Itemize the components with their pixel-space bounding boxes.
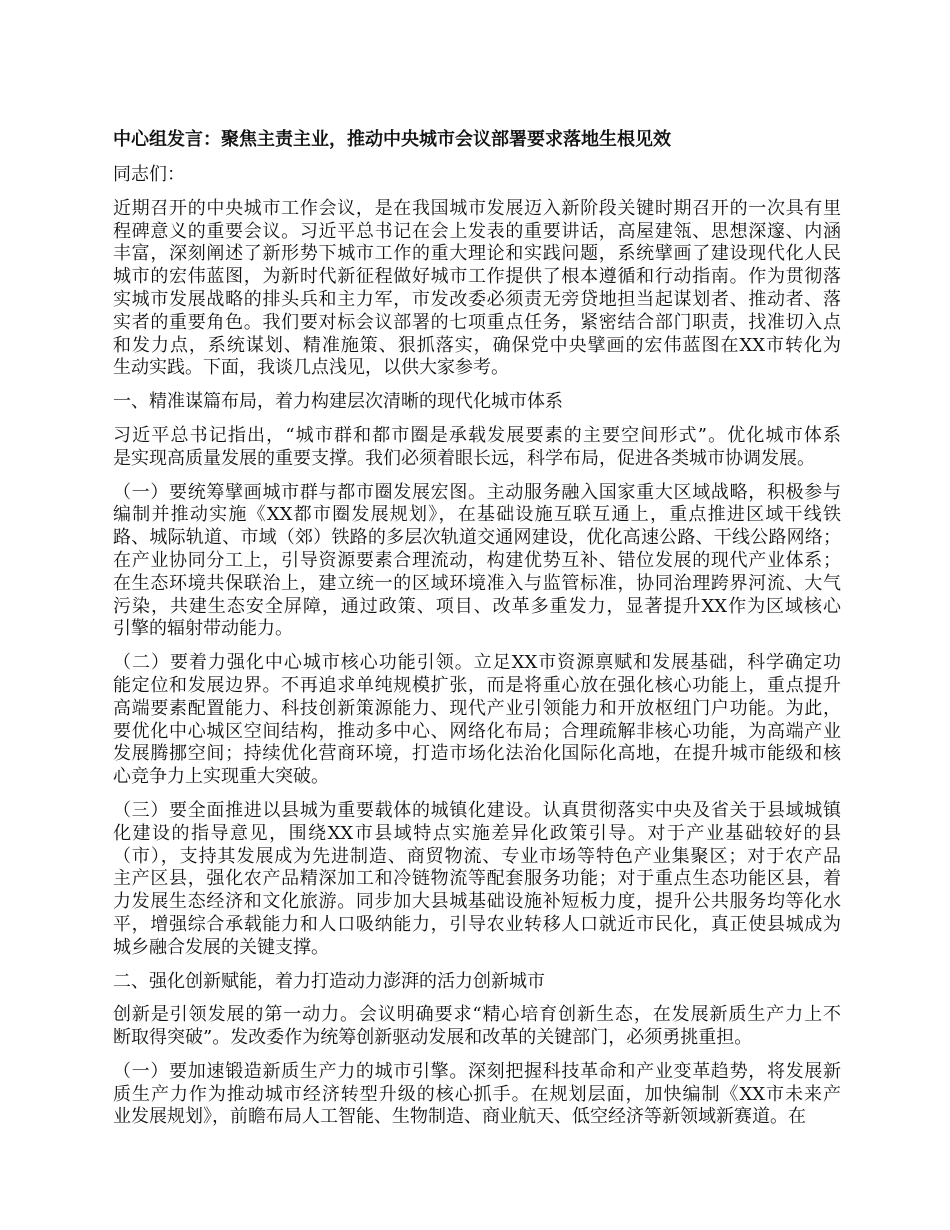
text-line: 路、城际轨道、市域（郊）铁路的多层次轨道交通网建设，优化高速公路、干线公路网络； — [113, 527, 841, 549]
text-line: 力发展生态经济和文化旅游。同步加大县城基础设施补短板力度，提升公共服务均等化水 — [113, 891, 841, 913]
text-line: 发展腾挪空间；持续优化营商环境，打造市场化法治化国际化高地，在提升城市能级和核 — [113, 743, 841, 765]
paragraph — [113, 425, 841, 471]
text-line: 高端要素配置能力、科技创新策源能力、现代产业引领能力和开放枢纽门户功能。为此， — [113, 697, 841, 719]
text-line: 引擎的辐射带动能力。 — [113, 618, 293, 640]
text-line: 丰富，深刻阐述了新形势下城市工作的重大理论和实践问题，系统擘画了建设现代化人民 — [113, 243, 841, 265]
text-line: 习近平总书记指出，“城市群和都市圈是承载发展要素的主要空间形式”。优化城市体系 — [113, 424, 841, 446]
document-body — [113, 164, 841, 1129]
text-line: （三）要全面推进以县城为重要载体的城镇化建设。认真贯彻落实中央及省关于县域城镇 — [113, 799, 841, 821]
text-line: 一、精准谋篇布局，着力构建层次清晰的现代化城市体系 — [113, 391, 563, 413]
text-line: 质生产力作为推动城市经济转型升级的核心抓手。在规划层面，加快编制《XX市未来产 — [113, 1083, 841, 1105]
text-line: 实城市发展战略的排头兵和主力军，市发改委必须责无旁贷地担当起谋划者、推动者、落 — [113, 288, 841, 310]
paragraph — [113, 800, 841, 960]
text-line: 实者的重要角色。我们要对标会议部署的七项重点任务，紧密结合部门职责，找准切入点 — [113, 311, 841, 333]
text-line: 业发展规划》，前瞻布局人工智能、生物制造、商业航天、低空经济等新领域新赛道。在 — [113, 1106, 806, 1128]
salutation — [113, 164, 841, 187]
text-line: 要优化中心城区空间结构，推动多中心、网络化布局；合理疏解非核心功能，为高端产业 — [113, 720, 841, 742]
text-line: （一）要统筹擘画城市群与都市圈发展宏图。主动服务融入国家重大区域战略，积极参与 — [113, 481, 841, 503]
section-heading — [113, 971, 841, 994]
text-line: 平，增强综合承载能力和人口吸纳能力，引导农业转移人口就近市民化，真正使县城成为 — [113, 913, 841, 935]
document-page — [113, 129, 841, 1140]
text-line: 在产业协同分工上，引导资源要素合理流动，构建优势互补、错位发展的现代产业体系； — [113, 549, 841, 571]
text-line: 二、强化创新赋能，着力打造动力澎湃的活力创新城市 — [113, 970, 545, 992]
text-line: 是实现高质量发展的重要支撑。我们必须着眼长远，科学布局，促进各类城市协调发展。 — [113, 447, 815, 469]
text-line: 编制并推动实施《XX都市圈发展规划》，在基础设施互联互通上，重点推进区域干线铁 — [113, 504, 841, 526]
text-line: 污染，共建生态安全屏障，通过政策、项目、改革多重发力，显著提升XX作为区域核心 — [113, 595, 841, 617]
section-heading — [113, 391, 841, 414]
text-line: 近期召开的中央城市工作会议，是在我国城市发展迈入新阶段关键时期召开的一次具有里 — [113, 197, 841, 219]
text-line: 主产区县，强化农产品精深加工和冷链物流等配套服务功能；对于重点生态功能区县，着 — [113, 868, 841, 890]
document-title: 中心组发言：聚焦主责主业，推动中央城市会议部署要求落地生根见效 — [113, 129, 671, 150]
text-line: （二）要着力强化中心城市核心功能引领。立足XX市资源禀赋和发展基础，科学确定功 — [113, 652, 841, 674]
text-line: （市），支持其发展成为先进制造、商贸物流、专业市场等特色产业集聚区；对于农产品 — [113, 845, 841, 867]
text-line: 在生态环境共保联治上，建立统一的区域环境准入与监管标准，协同治理跨界河流、大气 — [113, 572, 841, 594]
text-line: 城市的宏伟蓝图，为新时代新征程做好城市工作提供了根本遵循和行动指南。作为贯彻落 — [113, 266, 841, 288]
text-line: 创新是引领发展的第一动力。会议明确要求“精心培育创新生态，在发展新质生产力上不 — [113, 1004, 841, 1026]
paragraph — [113, 198, 841, 380]
paragraph — [113, 482, 841, 642]
text-line: 程碑意义的重要会议。习近平总书记在会上发表的重要讲话，高屋建瓴、思想深邃、内涵 — [113, 220, 841, 242]
text-line: 能定位和发展边界。不再追求单纯规模扩张，而是将重心放在强化核心功能上，重点提升 — [113, 674, 841, 696]
text-line: 和发力点，系统谋划、精准施策、狠抓落实，确保党中央擘画的宏伟蓝图在XX市转化为 — [113, 334, 841, 356]
paragraph — [113, 652, 841, 789]
text-line: 化建设的指导意见，围绕XX市县域特点实施差异化政策引导。对于产业基础较好的县 — [113, 822, 841, 844]
text-line: 断取得突破”。发改委作为统筹创新驱动发展和改革的关键部门，必须勇挑重担。 — [113, 1027, 753, 1049]
text-line: 心竞争力上实现重大突破。 — [113, 766, 329, 788]
paragraph — [113, 1004, 841, 1050]
text-line: 生动实践。下面，我谈几点浅见，以供大家参考。 — [113, 357, 509, 379]
text-line: 同志们： — [113, 164, 185, 185]
text-line: （一）要加速锻造新质生产力的城市引擎。深刻把握科技革命和产业变革趋势，将发展新 — [113, 1060, 841, 1082]
paragraph — [113, 1061, 841, 1129]
text-line: 城乡融合发展的关键支撑。 — [113, 936, 329, 958]
